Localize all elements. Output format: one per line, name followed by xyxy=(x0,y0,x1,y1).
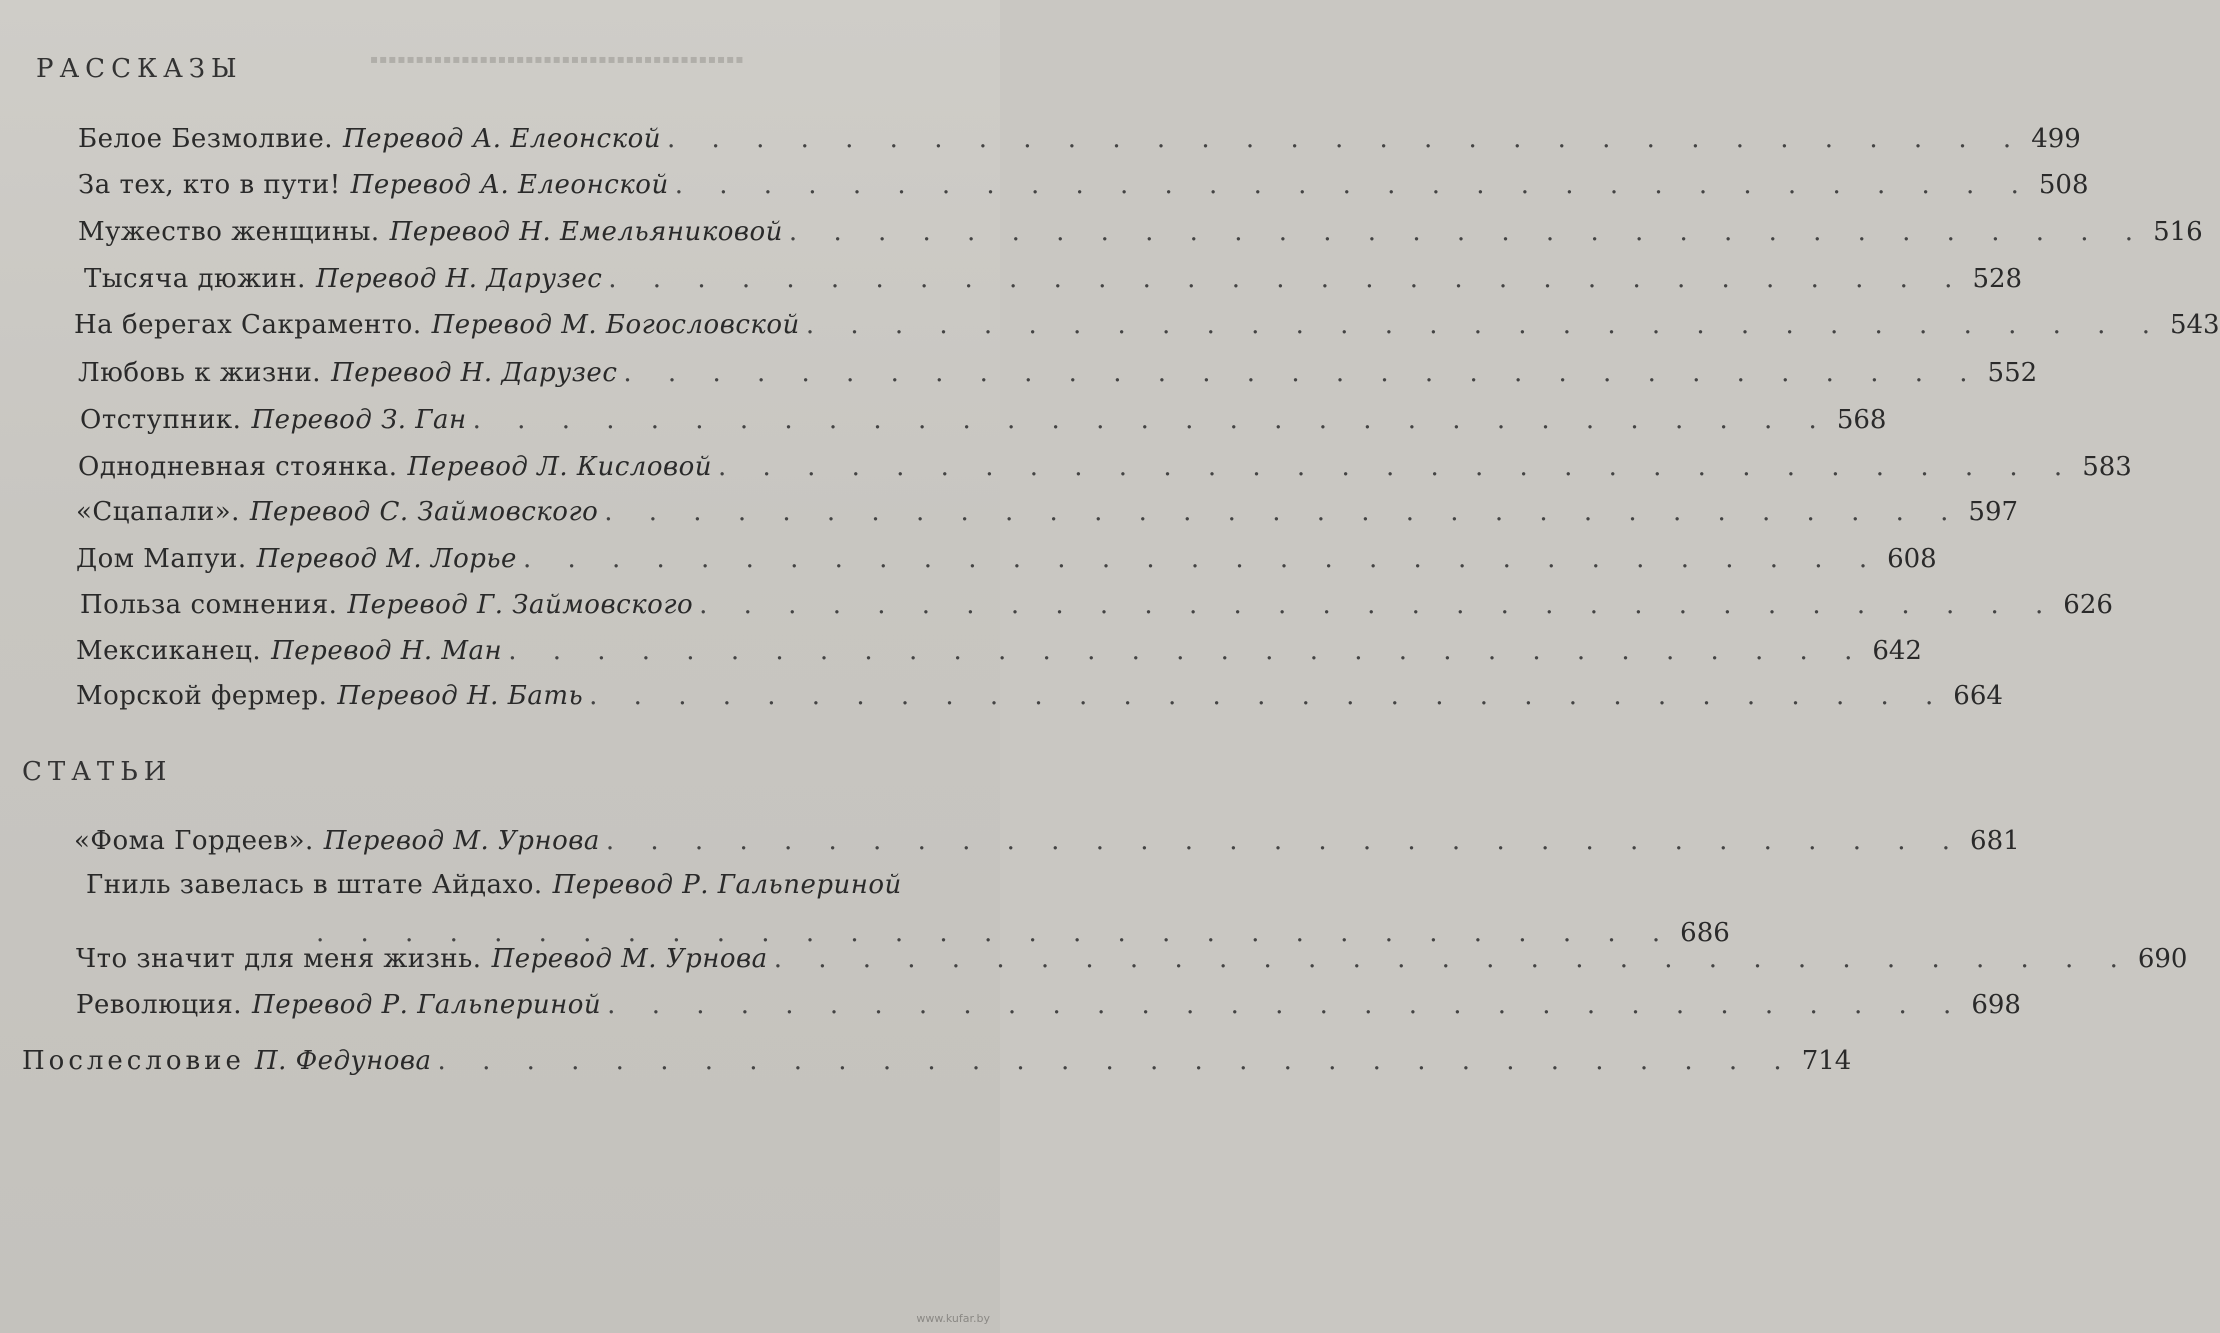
toc-entry xyxy=(80,590,2113,630)
entry-page: 583 xyxy=(2082,452,2132,482)
entry-page: 528 xyxy=(1972,264,2023,294)
toc-entry-afterword xyxy=(22,1046,1852,1086)
dot-leader: . . . . . . . . . . . . . . . . . . . . . . . . . . . . . . . xyxy=(805,310,2164,340)
entry-translator: Перевод З. Ган xyxy=(251,405,467,435)
entry-title: Революция. xyxy=(76,990,243,1020)
dot-leader: . . . . . . . . . . . . . . . . . . . . . . . . . . . . . . . xyxy=(623,358,1982,388)
dot-leader: . . . . . . . . . . . . . . . . . . . . . . . . . . . . . . . xyxy=(472,405,1831,435)
entry-title: Мексиканец. xyxy=(76,636,262,666)
entry-page: 552 xyxy=(1987,358,2038,388)
entry-page: 516 xyxy=(2153,217,2203,247)
dot-leader: . . . . . . . . . . . . . . . . . . . . . . . . . . . . . . . xyxy=(607,990,1966,1020)
entry-title: Гниль завелась в штате Айдахо. xyxy=(86,870,543,900)
toc-entry xyxy=(84,264,2023,304)
toc-entry xyxy=(74,310,2220,350)
entry-title: «Сцапали». xyxy=(76,497,240,527)
entry-page: 608 xyxy=(1887,544,1937,574)
dot-leader: . . . . . . . . . . . . . . . . . . . . . . . . . . . . . . . xyxy=(508,636,1867,666)
toc-entry xyxy=(76,544,1937,584)
watermark: www.kufar.by xyxy=(916,1312,990,1325)
entry-translator: Перевод М. Урнова xyxy=(323,826,600,856)
entry-page: 499 xyxy=(2031,124,2081,154)
entry-title: Дом Мапуи. xyxy=(76,544,247,574)
entry-translator: Перевод Н. Бать xyxy=(337,681,584,711)
entry-page: 690 xyxy=(2137,944,2188,974)
dot-leader: . . . . . . . . . . . . . . . . . . . . . . . . . . . . . . . xyxy=(674,170,2033,200)
dot-leader: . . . . . . . . . . . . . . . . . . . . . . . . . . . . . . . xyxy=(605,826,1965,856)
dot-leader: . . . . . . . . . . . . . . . . . . . . . . . . . . . . . . . xyxy=(608,264,1967,294)
afterword-author: П. Федунова xyxy=(254,1046,432,1076)
toc-entry xyxy=(80,405,1887,445)
toc-entry xyxy=(76,681,2003,721)
section-heading-articles: СТАТЬИ xyxy=(22,757,173,787)
entry-translator: Перевод М. Урнова xyxy=(491,944,768,974)
entry-translator: Перевод Н. Емельяниковой xyxy=(389,217,783,247)
toc-entry xyxy=(78,358,2038,398)
entry-title: Любовь к жизни. xyxy=(78,358,322,388)
entry-translator: Перевод М. Лорье xyxy=(256,544,517,574)
dot-leader: . . . . . . . . . . . . . . . . . . . . . . . . . . . . . . . xyxy=(773,944,2132,974)
entry-title: Морской фермер. xyxy=(76,681,328,711)
entry-page: 664 xyxy=(1953,681,2003,711)
entry-page: 626 xyxy=(2063,590,2113,620)
entry-page: 642 xyxy=(1872,636,1922,666)
entry-page: 698 xyxy=(1971,990,2021,1020)
toc-entry xyxy=(76,636,1922,676)
dot-leader: . . . . . . . . . . . . . . . . . . . . . . . . . . . . . . . xyxy=(522,544,1882,574)
entry-translator: Перевод Г. Займовского xyxy=(347,590,694,620)
entry-title: Что значит для меня жизнь. xyxy=(76,944,482,974)
bleed-through-text: ▪▪▪▪▪▪▪▪▪▪▪▪▪▪▪▪▪▪▪▪▪▪▪▪▪▪▪▪▪▪▪▪▪▪▪▪▪▪▪▪▪ xyxy=(370,52,745,66)
dot-leader: . . . . . . . . . . . . . . . . . . . . . . . . . . . . . . . xyxy=(589,681,1948,711)
entry-title: Отступник. xyxy=(80,405,242,435)
entry-title: На берегах Сакраменто. xyxy=(74,310,422,340)
entry-translator: Перевод Л. Кисловой xyxy=(407,452,713,482)
toc-entry xyxy=(78,217,2203,257)
entry-translator: Перевод М. Богословской xyxy=(431,310,800,340)
entry-title: Белое Безмолвие. xyxy=(78,124,333,154)
entry-translator: Перевод Н. Дарузес xyxy=(331,358,618,388)
entry-title: Однодневная стоянка. xyxy=(78,452,398,482)
entry-translator: Перевод А. Елеонской xyxy=(350,170,669,200)
dot-leader: . . . . . . . . . . . . . . . . . . . . . . . . . . . . . . . xyxy=(718,452,2077,482)
section-heading-stories: РАССКАЗЫ xyxy=(36,54,243,84)
dot-leader: . . . . . . . . . . . . . . . . . . . . . . . . . . . . . . . xyxy=(437,1046,1796,1076)
entry-page: 568 xyxy=(1836,405,1887,435)
toc-entry xyxy=(78,124,2081,164)
entry-translator: Перевод Р. Гальпериной xyxy=(252,990,602,1020)
toc-entry xyxy=(76,497,2019,537)
entry-title: Тысяча дюжин. xyxy=(84,264,306,294)
entry-page: 508 xyxy=(2038,170,2089,200)
dot-leader: . . . . . . . . . . . . . . . . . . . . . . . . . . . . . . . xyxy=(788,217,2148,247)
entry-page: 681 xyxy=(1970,826,2020,856)
dot-leader: . . . . . . . . . . . . . . . . . . . . . . . . . . . . . . . xyxy=(604,497,1963,527)
entry-title: Польза сомнения. xyxy=(80,590,338,620)
toc-entry xyxy=(74,826,2020,866)
entry-page: 686 xyxy=(1680,918,1730,948)
entry-translator: Перевод Н. Дарузес xyxy=(315,264,603,294)
afterword-title: Послесловие xyxy=(22,1046,245,1076)
entry-translator: Перевод С. Займовского xyxy=(249,497,599,527)
entry-page: 543 xyxy=(2169,310,2220,340)
entry-title: Мужество женщины. xyxy=(78,217,380,247)
entry-translator: Перевод Н. Ман xyxy=(271,636,503,666)
toc-entry xyxy=(76,944,2188,984)
dot-leader: . . . . . . . . . . . . . . . . . . . . . . . . . . . . . . . xyxy=(699,590,2058,620)
dot-leader: . . . . . . . . . . . . . . . . . . . . . . . . . . . . . . . xyxy=(667,124,2026,154)
entry-page: 597 xyxy=(1968,497,2019,527)
entry-title: «Фома Гордеев». xyxy=(74,826,314,856)
afterword-page: 714 xyxy=(1801,1046,1852,1076)
toc-entry xyxy=(78,452,2132,492)
entry-translator: Перевод А. Елеонской xyxy=(343,124,662,154)
entry-title: За тех, кто в пути! xyxy=(78,170,341,200)
entry-translator: Перевод Р. Гальпериной xyxy=(552,870,902,900)
toc-entry xyxy=(78,170,2089,210)
dot-leader: . . . . . . . . . . . . . . . . . . . . . . . . . . . . . . . xyxy=(316,918,1675,948)
toc-entry xyxy=(76,990,2021,1030)
